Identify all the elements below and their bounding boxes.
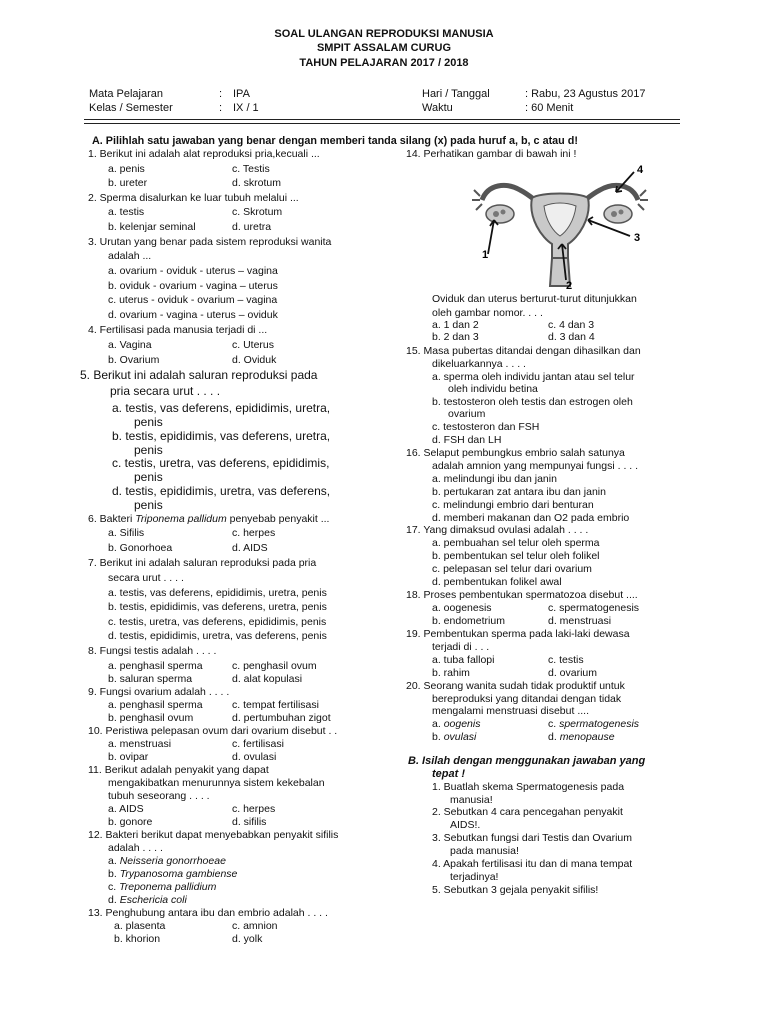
q15-option-b: b. testosteron oleh testis dan estrogen oleh xyxy=(432,396,633,408)
q2-option-b: b. kelenjar seminal xyxy=(108,221,196,233)
q4-option-d: d. Oviduk xyxy=(232,354,277,366)
q17-option-b: b. pembentukan sel telur oleh folikel xyxy=(432,550,600,562)
q3-option-a: a. ovarium - oviduk - uterus – vagina xyxy=(108,265,278,277)
q16-option-c: c. melindungi embrio dari benturan xyxy=(432,499,594,511)
question-3-cont: adalah ... xyxy=(108,250,152,262)
question-16: 16. Selaput pembungkus embrio salah satunya xyxy=(406,447,625,459)
question-1: 1. Berikut ini adalah alat reproduksi pria,kecuali ... xyxy=(88,148,320,160)
essay-4: 4. Apakah fertilisasi itu dan di mana tempat xyxy=(432,858,633,870)
question-15: 15. Masa pubertas ditandai dengan dihasilkan dan xyxy=(406,345,641,357)
question-15-cont: dikeluarkannya . . . . xyxy=(432,358,526,370)
q4-option-c: c. Uterus xyxy=(232,339,275,351)
question-11-cont2: tubuh seseorang . . . . xyxy=(108,790,210,802)
q14-option-d: d. 3 dan 4 xyxy=(548,331,595,343)
question-7: 7. Berikut ini adalah saluran reproduksi pada pria xyxy=(88,557,317,569)
section-a-instructions: A. Pilihlah satu jawaban yang benar dengan memberi tanda silang (x) pada huruf a, b, c atau d! xyxy=(92,135,578,147)
question-9: 9. Fungsi ovarium adalah . . . . xyxy=(88,686,230,698)
essay-5: 5. Sebutkan 3 gejala penyakit sifilis! xyxy=(432,884,599,896)
figure-label-4: 4 xyxy=(637,164,644,176)
section-b-instructions-cont: tepat ! xyxy=(432,768,465,780)
question-20-cont2: mengalami menstruasi disebut .... xyxy=(432,705,589,717)
essay-3: 3. Sebutkan fungsi dari Testis dan Ovarium xyxy=(432,832,632,844)
date-label: Hari / Tanggal xyxy=(422,88,490,100)
question-3: 3. Urutan yang benar pada sistem reproduksi wanita xyxy=(88,236,332,248)
q13-option-c: c. amnion xyxy=(232,920,278,932)
q10-option-c: c. fertilisasi xyxy=(232,738,284,750)
q14-option-a: a. 1 dan 2 xyxy=(432,319,479,331)
q8-option-c: c. penghasil ovum xyxy=(232,660,317,672)
q16-option-d: d. memberi makanan dan O2 pada embrio xyxy=(432,512,630,524)
subject-label: Mata Pelajaran xyxy=(89,88,163,100)
q10-option-d: d. ovulasi xyxy=(232,751,277,763)
question-12: 12. Bakteri berikut dapat menyebabkan penyakit sifilis xyxy=(88,829,339,841)
question-20: 20. Seorang wanita sudah tidak produktif untuk xyxy=(406,680,625,692)
q18-option-b: b. endometrium xyxy=(432,615,505,627)
q19-option-d: d. ovarium xyxy=(548,667,598,679)
question-5-cont: pria secara urut . . . . xyxy=(110,384,221,398)
q2-option-c: c. Skrotum xyxy=(232,206,283,218)
q1-option-b: b. ureter xyxy=(108,177,148,189)
q8-option-a: a. penghasil sperma xyxy=(108,660,203,672)
q8-option-b: b. saluran sperma xyxy=(108,673,193,685)
question-14-cont: Oviduk dan uterus berturut-turut ditunjukkan xyxy=(432,293,637,305)
q2-option-d: d. uretra xyxy=(232,221,272,233)
header-divider-bottom xyxy=(84,123,680,124)
q11-option-a: a. AIDS xyxy=(108,803,144,815)
q10-option-a: a. menstruasi xyxy=(108,738,172,750)
q9-option-b: b. penghasil ovum xyxy=(108,712,194,724)
q15-option-b-cont: ovarium xyxy=(448,408,486,420)
q20-option-c: c. spermatogenesis xyxy=(548,718,640,730)
q11-option-d: d. sifilis xyxy=(232,816,267,828)
q1-option-c: c. Testis xyxy=(232,163,270,175)
q18-option-d: d. menstruasi xyxy=(548,615,612,627)
q13-option-d: d. yolk xyxy=(232,933,263,945)
q7-option-c: c. testis, uretra, vas deferens, epididimis, penis xyxy=(108,616,327,628)
essay-1: 1. Buatlah skema Spermatogenesis pada xyxy=(432,781,625,793)
figure-label-2: 2 xyxy=(566,280,573,292)
question-2: 2. Sperma disalurkan ke luar tubuh melalui ... xyxy=(88,192,299,204)
figure-label-1: 1 xyxy=(482,249,489,261)
q18-option-c: c. spermatogenesis xyxy=(548,602,640,614)
q4-option-a: a. Vagina xyxy=(108,339,152,351)
q13-option-b: b. khorion xyxy=(114,933,161,945)
q15-option-d: d. FSH dan LH xyxy=(432,434,502,446)
q5-option-a-cont: penis xyxy=(134,415,163,429)
q6-option-c: c. herpes xyxy=(232,527,276,539)
essay-4-cont: terjadinya! xyxy=(450,871,499,883)
class-label: Kelas / Semester xyxy=(89,102,173,114)
question-8: 8. Fungsi testis adalah . . . . xyxy=(88,645,217,657)
question-19-cont: terjadi di . . . xyxy=(432,641,490,653)
q17-option-c: c. pelepasan sel telur dari ovarium xyxy=(432,563,592,575)
q3-option-b: b. oviduk - ovarium - vagina – uterus xyxy=(108,280,278,292)
q4-option-b: b. Ovarium xyxy=(108,354,160,366)
q1-option-a: a. penis xyxy=(108,163,145,175)
q6-option-d: d. AIDS xyxy=(232,542,268,554)
q11-option-c: c. herpes xyxy=(232,803,276,815)
subject-sep: : xyxy=(219,88,223,100)
q15-option-a: a. sperma oleh individu jantan atau sel telur xyxy=(432,371,635,383)
q7-option-a: a. testis, vas deferens, epididimis, uretra, penis xyxy=(108,587,327,599)
q5-option-c: c. testis, uretra, vas deferens, epididimis, xyxy=(112,456,330,470)
q11-option-b: b. gonore xyxy=(108,816,153,828)
q5-option-d-cont: penis xyxy=(134,498,163,512)
q1-option-d: d. skrotum xyxy=(232,177,282,189)
q19-option-a: a. tuba fallopi xyxy=(432,654,495,666)
left-ovary xyxy=(486,205,514,223)
header-divider-top xyxy=(84,119,680,120)
date-value: : Rabu, 23 Agustus 2017 xyxy=(525,88,646,100)
q14-option-b: b. 2 dan 3 xyxy=(432,331,479,343)
question-18: 18. Proses pembentukan spermatozoa disebut .... xyxy=(406,589,638,601)
reproductive-system-figure xyxy=(470,162,650,292)
question-13: 13. Penghubung antara ibu dan embrio adalah . . . . xyxy=(88,907,328,919)
q14-option-c: c. 4 dan 3 xyxy=(548,319,595,331)
q6-option-a: a. Sifilis xyxy=(108,527,145,539)
q15-option-c: c. testosteron dan FSH xyxy=(432,421,540,433)
q12-option-c: c. Treponema pallidium xyxy=(108,881,217,893)
q12-option-b: b. Trypanosoma gambiense xyxy=(108,868,238,880)
q13-option-a: a. plasenta xyxy=(114,920,166,932)
q12-option-a: a. Neisseria gonorrhoeae xyxy=(108,855,226,867)
q7-option-b: b. testis, epididimis, vas deferens, uretra, penis xyxy=(108,601,327,613)
question-11: 11. Berikut adalah penyakit yang dapat xyxy=(88,764,269,776)
q5-option-b: b. testis, epididimis, vas deferens, uretra, xyxy=(112,429,331,443)
time-label: Waktu xyxy=(422,102,453,114)
school-title-line1: SOAL ULANGAN REPRODUKSI MANUSIA xyxy=(274,28,494,40)
left-fimbriae xyxy=(472,190,482,210)
q18-option-a: a. oogenesis xyxy=(432,602,492,614)
question-20-cont: bereproduksi yang ditandai dengan tidak xyxy=(432,693,622,705)
q6-option-b: b. Gonorhoea xyxy=(108,542,173,554)
q12-option-d: d. Eschericia coli xyxy=(108,894,187,906)
time-value: : 60 Menit xyxy=(525,102,574,114)
section-b-instructions: B. Isilah dengan menggunakan jawaban yang xyxy=(408,755,646,767)
question-11-cont: mengakibatkan menurunnya sistem kekebalan xyxy=(108,777,325,789)
q15-option-a-cont: oleh individu betina xyxy=(448,383,538,395)
q2-option-a: a. testis xyxy=(108,206,145,218)
right-fimbriae xyxy=(638,190,648,210)
q5-option-d: d. testis, epididimis, uretra, vas deferens, xyxy=(112,484,331,498)
q19-option-c: c. testis xyxy=(548,654,584,666)
q17-option-a: a. pembuahan sel telur oleh sperma xyxy=(432,537,600,549)
q20-option-d: d. menopause xyxy=(548,731,615,743)
q3-option-d: d. ovarium - vagina - uterus – oviduk xyxy=(108,309,278,321)
question-17: 17. Yang dimaksud ovulasi adalah . . . . xyxy=(406,524,589,536)
q9-option-d: d. pertumbuhan zigot xyxy=(232,712,331,724)
essay-3-cont: pada manusia! xyxy=(450,845,519,857)
q9-option-a: a. penghasil sperma xyxy=(108,699,203,711)
question-5: 5. Berikut ini adalah saluran reproduksi pada xyxy=(80,368,318,382)
essay-1-cont: manusia! xyxy=(450,794,493,806)
q10-option-b: b. ovipar xyxy=(108,751,149,763)
question-19: 19. Pembentukan sperma pada laki-laki dewasa xyxy=(406,628,630,640)
question-12-cont: adalah . . . . xyxy=(108,842,163,854)
figure-label-3: 3 xyxy=(634,232,641,244)
right-ovary xyxy=(604,205,632,223)
q16-option-a: a. melindungi ibu dan janin xyxy=(432,473,557,485)
class-sep: : xyxy=(219,102,223,114)
q3-option-c: c. uterus - oviduk - ovarium – vagina xyxy=(108,294,278,306)
question-16-cont: adalah amnion yang mempunyai fungsi . . . . xyxy=(432,460,639,472)
question-14-cont2: oleh gambar nomor. . . . xyxy=(432,307,543,319)
question-10: 10. Peristiwa pelepasan ovum dari ovarium disebut . . xyxy=(88,725,338,737)
school-title-line3: TAHUN PELAJARAN 2017 / 2018 xyxy=(299,57,469,69)
q20-option-b: b. ovulasi xyxy=(432,731,477,743)
q19-option-b: b. rahim xyxy=(432,667,470,679)
q7-option-d: d. testis, epididimis, uretra, vas deferens, penis xyxy=(108,630,327,642)
essay-2-cont: AIDS!. xyxy=(450,819,481,831)
q5-option-b-cont: penis xyxy=(134,443,163,457)
question-4: 4. Fertilisasi pada manusia terjadi di ... xyxy=(88,324,268,336)
question-6: 6. Bakteri Triponema pallidum penyebab penyakit ... xyxy=(88,513,330,525)
q8-option-d: d. alat kopulasi xyxy=(232,673,303,685)
school-title-line2: SMPIT ASSALAM CURUG xyxy=(316,42,452,54)
q5-option-c-cont: penis xyxy=(134,470,163,484)
q5-option-a: a. testis, vas deferens, epididimis, uretra, xyxy=(112,401,331,415)
q16-option-b: b. pertukaran zat antara ibu dan janin xyxy=(432,486,606,498)
question-7-cont: secara urut . . . . xyxy=(108,572,184,584)
q17-option-d: d. pembentukan folikel awal xyxy=(432,576,562,588)
q20-option-a: a. oogenis xyxy=(432,718,481,730)
q9-option-c: c. tempat fertilisasi xyxy=(232,699,319,711)
subject-value: IPA xyxy=(233,88,250,100)
class-value: IX / 1 xyxy=(233,102,259,114)
essay-2: 2. Sebutkan 4 cara pencegahan penyakit xyxy=(432,806,623,818)
question-14: 14. Perhatikan gambar di bawah ini ! xyxy=(406,148,577,160)
